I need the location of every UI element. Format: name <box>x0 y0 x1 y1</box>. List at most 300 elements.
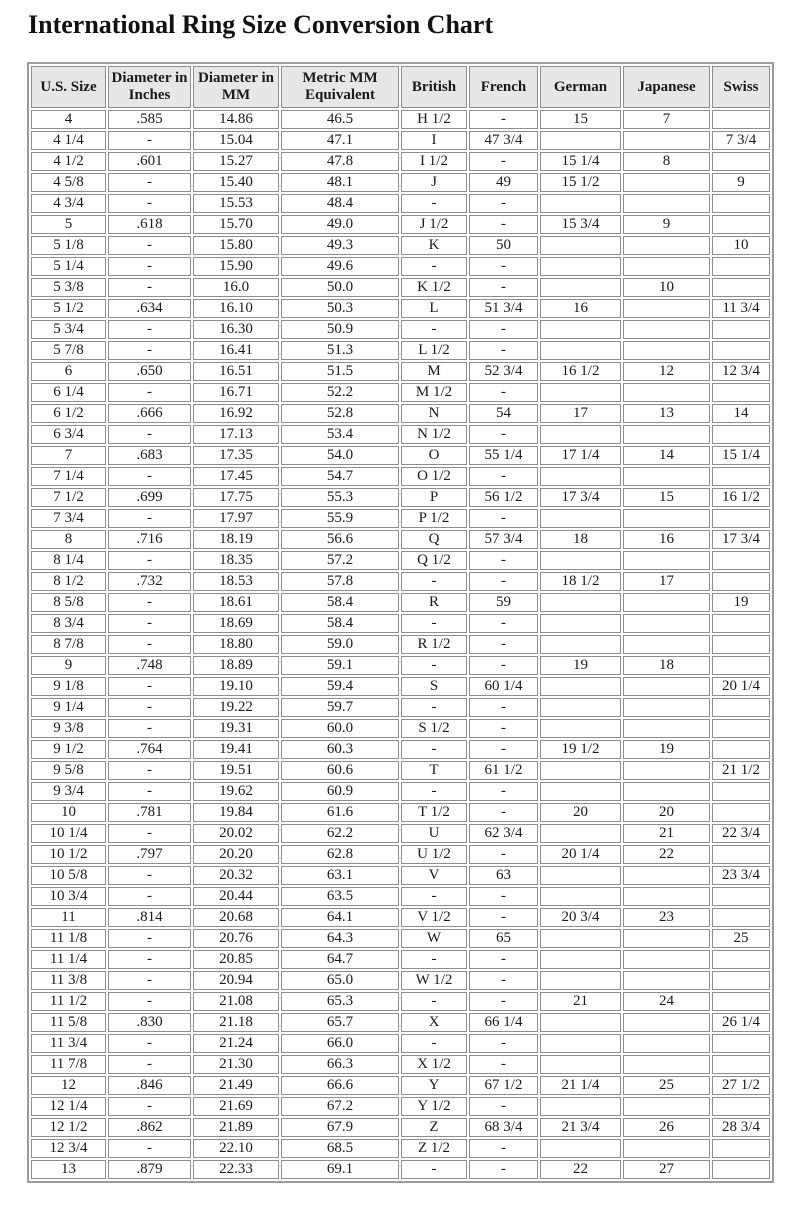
table-cell: I <box>401 131 467 150</box>
table-cell: 7 <box>623 110 710 129</box>
table-cell: 10 <box>31 803 106 822</box>
table-cell: 7 <box>31 446 106 465</box>
table-cell: 17 3/4 <box>540 488 621 507</box>
table-cell <box>540 782 621 801</box>
table-cell: 59.1 <box>281 656 399 675</box>
table-cell: W 1/2 <box>401 971 467 990</box>
table-cell: 16.10 <box>193 299 279 318</box>
table-cell <box>712 656 770 675</box>
table-row <box>31 299 770 318</box>
table-cell: T 1/2 <box>401 803 467 822</box>
table-cell: 19 <box>712 593 770 612</box>
column-header: German <box>540 66 621 108</box>
table-cell <box>623 1034 710 1053</box>
table-cell: - <box>108 257 191 276</box>
table-cell: 51.5 <box>281 362 399 381</box>
table-cell: - <box>108 782 191 801</box>
table-row <box>31 1139 770 1158</box>
table-cell: 50.9 <box>281 320 399 339</box>
table-cell <box>712 908 770 927</box>
table-cell <box>623 635 710 654</box>
column-header: Diameter in Inches <box>108 66 191 108</box>
table-cell: P 1/2 <box>401 509 467 528</box>
table-cell: .618 <box>108 215 191 234</box>
table-cell: 7 1/4 <box>31 467 106 486</box>
table-cell <box>540 425 621 444</box>
table-cell: 19.41 <box>193 740 279 759</box>
table-cell: 12 1/2 <box>31 1118 106 1137</box>
table-cell: 12 <box>623 362 710 381</box>
table-cell: Q 1/2 <box>401 551 467 570</box>
table-cell <box>540 341 621 360</box>
table-cell: 17.97 <box>193 509 279 528</box>
table-cell: - <box>108 593 191 612</box>
table-cell: - <box>108 719 191 738</box>
table-cell: - <box>108 698 191 717</box>
table-row <box>31 761 770 780</box>
table-row <box>31 1076 770 1095</box>
table-cell: - <box>469 656 538 675</box>
table-cell: 51 3/4 <box>469 299 538 318</box>
table-cell: P <box>401 488 467 507</box>
table-cell: 53.4 <box>281 425 399 444</box>
table-cell <box>623 341 710 360</box>
table-cell <box>712 383 770 402</box>
column-header: U.S. Size <box>31 66 106 108</box>
table-cell: 15 1/4 <box>540 152 621 171</box>
table-cell: 8 <box>623 152 710 171</box>
table-row <box>31 467 770 486</box>
table-row <box>31 572 770 591</box>
table-cell: 10 <box>623 278 710 297</box>
table-cell: 54 <box>469 404 538 423</box>
table-cell: 18.19 <box>193 530 279 549</box>
table-cell <box>623 173 710 192</box>
table-cell <box>712 971 770 990</box>
table-cell: 11 1/8 <box>31 929 106 948</box>
table-cell: 9 3/8 <box>31 719 106 738</box>
table-cell: 11 1/2 <box>31 992 106 1011</box>
table-cell <box>540 1097 621 1116</box>
table-row <box>31 425 770 444</box>
table-row <box>31 1055 770 1074</box>
table-cell <box>540 509 621 528</box>
table-cell: 21.30 <box>193 1055 279 1074</box>
table-cell: 21 <box>623 824 710 843</box>
table-cell: - <box>469 572 538 591</box>
table-cell: 21.89 <box>193 1118 279 1137</box>
table-cell: T <box>401 761 467 780</box>
table-cell: .732 <box>108 572 191 591</box>
table-cell <box>540 1013 621 1032</box>
table-cell: M <box>401 362 467 381</box>
table-cell: 64.7 <box>281 950 399 969</box>
table-cell: 15 1/2 <box>540 173 621 192</box>
table-cell <box>712 215 770 234</box>
table-cell: 9 3/4 <box>31 782 106 801</box>
table-cell <box>540 887 621 906</box>
table-cell: 20 1/4 <box>712 677 770 696</box>
column-header: Swiss <box>712 66 770 108</box>
table-row <box>31 278 770 297</box>
table-cell: 18.53 <box>193 572 279 591</box>
header-row <box>31 66 770 108</box>
table-cell: 13 <box>31 1160 106 1179</box>
table-cell: 47.1 <box>281 131 399 150</box>
table-cell: - <box>108 194 191 213</box>
table-cell <box>712 1139 770 1158</box>
table-cell <box>712 950 770 969</box>
table-cell: - <box>401 698 467 717</box>
table-cell: 21.24 <box>193 1034 279 1053</box>
table-cell: - <box>108 551 191 570</box>
table-row <box>31 1097 770 1116</box>
table-row <box>31 698 770 717</box>
table-cell: 58.4 <box>281 614 399 633</box>
table-row <box>31 110 770 129</box>
table-cell: O 1/2 <box>401 467 467 486</box>
table-cell: W <box>401 929 467 948</box>
table-cell: - <box>469 320 538 339</box>
table-cell <box>540 971 621 990</box>
table-cell: 14.86 <box>193 110 279 129</box>
table-cell: 20.85 <box>193 950 279 969</box>
table-cell: 16 <box>623 530 710 549</box>
table-cell: - <box>108 677 191 696</box>
table-cell: - <box>469 257 538 276</box>
table-cell: I 1/2 <box>401 152 467 171</box>
table-cell: 60 1/4 <box>469 677 538 696</box>
table-cell: - <box>108 614 191 633</box>
table-cell: - <box>469 278 538 297</box>
table-cell: - <box>469 782 538 801</box>
table-cell <box>540 824 621 843</box>
table-row <box>31 404 770 423</box>
table-cell: - <box>108 425 191 444</box>
table-cell <box>540 677 621 696</box>
table-cell: 59.4 <box>281 677 399 696</box>
table-cell <box>623 971 710 990</box>
table-cell: 20.02 <box>193 824 279 843</box>
table-cell: 4 3/4 <box>31 194 106 213</box>
table-cell: - <box>108 992 191 1011</box>
table-cell: 5 3/4 <box>31 320 106 339</box>
table-cell: - <box>469 425 538 444</box>
table-cell: 4 1/4 <box>31 131 106 150</box>
table-row <box>31 1118 770 1137</box>
table-row <box>31 635 770 654</box>
table-cell: 57 3/4 <box>469 530 538 549</box>
table-cell: 16 1/2 <box>712 488 770 507</box>
table-cell: - <box>469 215 538 234</box>
table-cell: 11 3/8 <box>31 971 106 990</box>
table-cell: 20 1/4 <box>540 845 621 864</box>
table-cell: 59 <box>469 593 538 612</box>
table-cell: 15 <box>540 110 621 129</box>
table-cell: 16.41 <box>193 341 279 360</box>
table-row <box>31 971 770 990</box>
table-cell: - <box>469 467 538 486</box>
table-cell: 19 <box>540 656 621 675</box>
table-cell: 20 <box>540 803 621 822</box>
table-cell: 67.2 <box>281 1097 399 1116</box>
table-cell: 56.6 <box>281 530 399 549</box>
table-cell <box>623 551 710 570</box>
table-cell <box>712 551 770 570</box>
table-cell <box>712 845 770 864</box>
table-cell: 17 <box>623 572 710 591</box>
table-row <box>31 257 770 276</box>
table-cell <box>540 1139 621 1158</box>
table-cell: X <box>401 1013 467 1032</box>
table-cell: 12 <box>31 1076 106 1095</box>
table-cell: 51.3 <box>281 341 399 360</box>
table-row <box>31 362 770 381</box>
table-cell: - <box>401 887 467 906</box>
table-cell <box>712 782 770 801</box>
table-cell: - <box>401 782 467 801</box>
table-cell: 13 <box>623 404 710 423</box>
table-cell: 12 3/4 <box>31 1139 106 1158</box>
table-cell: 5 <box>31 215 106 234</box>
table-cell: 9 <box>712 173 770 192</box>
table-cell: H 1/2 <box>401 110 467 129</box>
table-cell: L 1/2 <box>401 341 467 360</box>
table-cell: 17.13 <box>193 425 279 444</box>
table-cell: 19.31 <box>193 719 279 738</box>
table-cell: - <box>108 1097 191 1116</box>
table-cell <box>540 194 621 213</box>
table-cell: 54.0 <box>281 446 399 465</box>
table-cell: 52.2 <box>281 383 399 402</box>
table-row <box>31 740 770 759</box>
table-cell <box>623 887 710 906</box>
table-row <box>31 908 770 927</box>
table-cell: R 1/2 <box>401 635 467 654</box>
table-cell: S <box>401 677 467 696</box>
table-cell: 16.71 <box>193 383 279 402</box>
table-cell: 62.2 <box>281 824 399 843</box>
table-cell: Y <box>401 1076 467 1095</box>
table-row <box>31 719 770 738</box>
table-cell: 18 <box>540 530 621 549</box>
table-row <box>31 887 770 906</box>
table-cell: .748 <box>108 656 191 675</box>
table-cell: .797 <box>108 845 191 864</box>
table-cell: 61.6 <box>281 803 399 822</box>
table-row <box>31 152 770 171</box>
table-cell: - <box>108 1055 191 1074</box>
table-cell: 8 3/4 <box>31 614 106 633</box>
table-cell <box>712 635 770 654</box>
table-cell: 65.0 <box>281 971 399 990</box>
table-cell <box>712 698 770 717</box>
table-cell: - <box>469 509 538 528</box>
table-cell <box>712 740 770 759</box>
table-cell: 49 <box>469 173 538 192</box>
table-row <box>31 509 770 528</box>
table-cell: - <box>108 761 191 780</box>
table-cell: - <box>469 1097 538 1116</box>
table-cell: .699 <box>108 488 191 507</box>
table-cell <box>540 320 621 339</box>
table-cell: V <box>401 866 467 885</box>
table-cell <box>712 509 770 528</box>
table-cell: 63.5 <box>281 887 399 906</box>
table-cell <box>540 257 621 276</box>
table-cell: 22.33 <box>193 1160 279 1179</box>
table-cell: 55 1/4 <box>469 446 538 465</box>
table-cell <box>623 782 710 801</box>
table-cell: Z <box>401 1118 467 1137</box>
column-header: Metric MM Equivalent <box>281 66 399 108</box>
table-row <box>31 677 770 696</box>
table-cell: 20.20 <box>193 845 279 864</box>
table-cell <box>623 1055 710 1074</box>
table-cell: 27 <box>623 1160 710 1179</box>
table-cell: 18.35 <box>193 551 279 570</box>
table-cell: 6 <box>31 362 106 381</box>
table-cell: 8 <box>31 530 106 549</box>
table-cell: N <box>401 404 467 423</box>
table-cell: - <box>469 908 538 927</box>
table-cell: - <box>469 1139 538 1158</box>
table-cell: 11 <box>31 908 106 927</box>
table-cell: 22 <box>540 1160 621 1179</box>
table-cell: - <box>108 509 191 528</box>
table-cell <box>623 1097 710 1116</box>
table-cell: 49.6 <box>281 257 399 276</box>
table-cell: 15.53 <box>193 194 279 213</box>
table-cell <box>623 257 710 276</box>
table-cell <box>540 719 621 738</box>
table-cell <box>623 1013 710 1032</box>
table-cell <box>712 320 770 339</box>
table-cell: 9 1/8 <box>31 677 106 696</box>
table-cell: 60.9 <box>281 782 399 801</box>
table-row <box>31 1013 770 1032</box>
table-row <box>31 383 770 402</box>
table-cell: 21.18 <box>193 1013 279 1032</box>
table-cell: 52 3/4 <box>469 362 538 381</box>
table-row <box>31 950 770 969</box>
table-cell: 15.04 <box>193 131 279 150</box>
table-cell: .879 <box>108 1160 191 1179</box>
table-cell: - <box>469 992 538 1011</box>
table-cell: S 1/2 <box>401 719 467 738</box>
table-row <box>31 341 770 360</box>
table-cell: 66.0 <box>281 1034 399 1053</box>
table-cell: 16.0 <box>193 278 279 297</box>
table-cell <box>712 992 770 1011</box>
table-cell: .830 <box>108 1013 191 1032</box>
table-cell: 64.1 <box>281 908 399 927</box>
table-cell <box>623 467 710 486</box>
table-cell: - <box>401 572 467 591</box>
table-cell: - <box>108 341 191 360</box>
table-cell: 61 1/2 <box>469 761 538 780</box>
table-cell: .683 <box>108 446 191 465</box>
table-cell: 5 1/4 <box>31 257 106 276</box>
table-cell <box>623 929 710 948</box>
table-cell: 15.80 <box>193 236 279 255</box>
table-cell: .666 <box>108 404 191 423</box>
table-cell: 63 <box>469 866 538 885</box>
table-cell: .781 <box>108 803 191 822</box>
table-cell: .764 <box>108 740 191 759</box>
table-cell <box>540 698 621 717</box>
table-cell: - <box>469 950 538 969</box>
table-cell: Z 1/2 <box>401 1139 467 1158</box>
table-cell: - <box>108 1139 191 1158</box>
table-cell: 63.1 <box>281 866 399 885</box>
table-cell <box>540 383 621 402</box>
table-cell: - <box>108 929 191 948</box>
table-row <box>31 824 770 843</box>
table-cell: 16.30 <box>193 320 279 339</box>
table-cell: 15.27 <box>193 152 279 171</box>
table-cell: 15.90 <box>193 257 279 276</box>
table-cell <box>712 341 770 360</box>
table-cell: 56 1/2 <box>469 488 538 507</box>
table-cell: 47 3/4 <box>469 131 538 150</box>
table-cell: 19 <box>623 740 710 759</box>
table-cell: 11 3/4 <box>712 299 770 318</box>
table-cell: 60.3 <box>281 740 399 759</box>
table-cell: 17.45 <box>193 467 279 486</box>
table-cell: 65.7 <box>281 1013 399 1032</box>
table-row <box>31 320 770 339</box>
table-row <box>31 530 770 549</box>
table-cell <box>623 509 710 528</box>
table-cell: - <box>469 719 538 738</box>
table-cell: 66.6 <box>281 1076 399 1095</box>
table-cell: 5 3/8 <box>31 278 106 297</box>
table-cell: - <box>401 950 467 969</box>
table-row <box>31 194 770 213</box>
table-cell: 22 <box>623 845 710 864</box>
table-cell: - <box>469 845 538 864</box>
table-cell <box>623 299 710 318</box>
table-cell: 17.75 <box>193 488 279 507</box>
table-cell <box>712 572 770 591</box>
table-cell: 50.0 <box>281 278 399 297</box>
table-cell: - <box>469 614 538 633</box>
table-cell: 12 1/4 <box>31 1097 106 1116</box>
table-cell: 20.32 <box>193 866 279 885</box>
table-cell: 6 1/4 <box>31 383 106 402</box>
table-cell: .601 <box>108 152 191 171</box>
table-cell: 18 1/2 <box>540 572 621 591</box>
table-cell: - <box>469 1160 538 1179</box>
table-row <box>31 1034 770 1053</box>
table-cell: 21 <box>540 992 621 1011</box>
table-cell: 19 1/2 <box>540 740 621 759</box>
table-cell: 64.3 <box>281 929 399 948</box>
table-cell: U 1/2 <box>401 845 467 864</box>
table-cell <box>712 152 770 171</box>
table-cell: 19.22 <box>193 698 279 717</box>
table-cell: - <box>401 1034 467 1053</box>
table-cell: - <box>108 131 191 150</box>
table-cell: 54.7 <box>281 467 399 486</box>
table-cell: 6 1/2 <box>31 404 106 423</box>
table-cell <box>623 194 710 213</box>
table-cell: 50.3 <box>281 299 399 318</box>
table-cell: 16.92 <box>193 404 279 423</box>
table-cell: - <box>108 635 191 654</box>
table-cell <box>623 236 710 255</box>
